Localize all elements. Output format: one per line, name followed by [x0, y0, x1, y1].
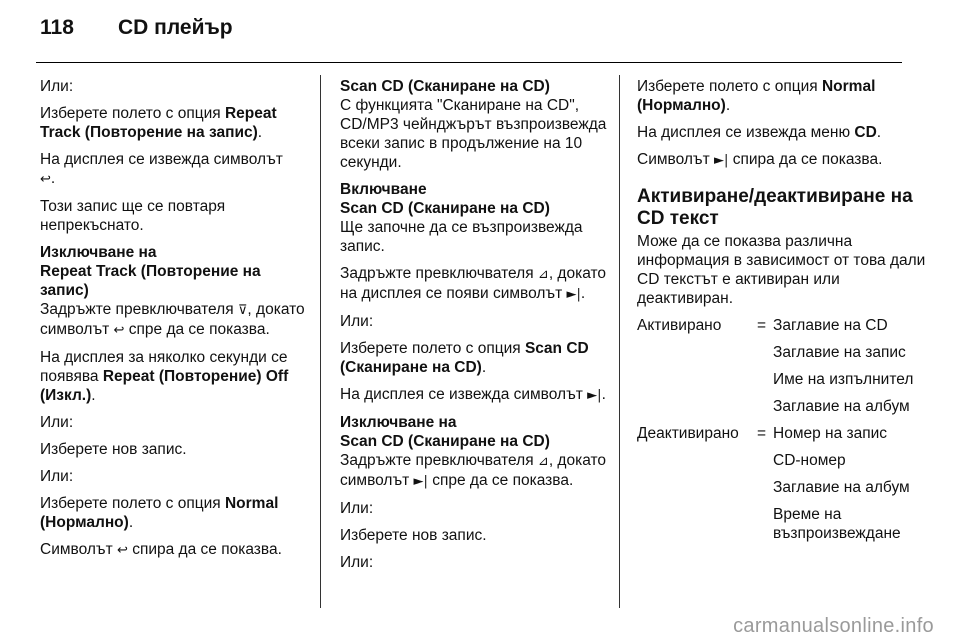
equals-sign: =	[757, 425, 767, 442]
option-name: Scan CD (Сканиране на CD)	[340, 340, 589, 376]
paragraph	[340, 264, 608, 304]
paragraph: Или:	[340, 313, 374, 330]
text: Задръжте превключвателя	[40, 301, 238, 318]
paragraph: Или:	[40, 468, 74, 485]
text: , докато символът	[340, 452, 607, 489]
repeat-icon: ↩︎	[113, 323, 125, 338]
text: .	[725, 97, 731, 114]
column-2	[340, 77, 608, 580]
definition-term: Деактивирано	[637, 425, 739, 442]
text: Изберете полето с опция	[40, 105, 225, 122]
option-name: Repeat (Повторение) Off (Изкл.)	[40, 368, 289, 404]
option-name: Normal (Нормално)	[40, 495, 279, 531]
heading-line: Изключване на	[340, 414, 457, 431]
text: Задръжте превключвателя	[340, 265, 538, 282]
text: .	[876, 124, 882, 141]
paragraph	[40, 494, 312, 532]
paragraph: Изберете нов запис.	[40, 441, 187, 458]
paragraph: С функцията "Сканиране на CD", CD/MP3 чейнджърът възпроизвежда всеки запис в продължение на 10 секунди.	[340, 97, 607, 171]
paragraph	[40, 348, 312, 405]
definition-value: Номер на запис	[773, 425, 888, 442]
section-heading: Scan CD (Сканиране на CD)	[340, 78, 550, 95]
text: .	[580, 285, 586, 302]
paragraph	[40, 104, 312, 142]
scan-icon: ►|	[714, 153, 729, 168]
repeat-icon: ↩︎	[117, 543, 128, 558]
paragraph	[40, 300, 312, 340]
text: .	[128, 514, 134, 531]
definition-value: Заглавие на албум	[773, 479, 910, 496]
text: Символът	[637, 151, 714, 168]
repeat-icon: ↩︎	[40, 172, 51, 187]
column-1	[40, 77, 312, 568]
switch-up-icon: ⊿	[537, 454, 549, 469]
paragraph: Или:	[340, 500, 374, 517]
text: .	[91, 387, 96, 404]
paragraph	[40, 150, 312, 189]
text: На дисплея се извежда символът	[40, 151, 283, 168]
column-divider-2	[619, 75, 620, 608]
heading-line: Изключване на	[40, 244, 157, 261]
heading-line: Scan CD (Сканиране на CD)	[340, 433, 550, 450]
definition-value: Заглавие на CD	[773, 317, 888, 334]
watermark: carmanualsonline.info	[733, 615, 934, 637]
text: Символът	[40, 541, 117, 558]
text: Изберете полето с опция	[340, 340, 525, 357]
paragraph: Или:	[40, 414, 74, 431]
column-3	[637, 77, 927, 551]
paragraph: Изберете нов запис.	[340, 527, 487, 544]
definition-values	[773, 424, 923, 551]
paragraph	[340, 385, 608, 405]
definition-value: Заглавие на албум	[773, 398, 910, 415]
text: спира да се показва.	[127, 541, 282, 558]
heading-line: Repeat Track (Повторение на запис)	[40, 263, 261, 299]
section-heading	[340, 413, 608, 451]
scan-icon: ►|	[587, 388, 602, 403]
definition-row	[637, 316, 927, 424]
text: спира да се показва.	[728, 151, 883, 168]
text: Изберете полето с опция	[637, 78, 822, 95]
definition-value: Заглавие на запис	[773, 344, 906, 361]
section-heading	[40, 243, 312, 300]
page-number: 118	[40, 16, 74, 39]
paragraph	[637, 77, 927, 115]
option-name: Normal (Нормално)	[637, 78, 876, 114]
option-name: Repeat Track (Повторение на запис)	[40, 105, 277, 141]
heading-line: Включване	[340, 181, 427, 198]
definition-value: Име на изпълнител	[773, 371, 914, 388]
text: спре да се показва.	[427, 472, 574, 489]
definition-values	[773, 316, 923, 424]
paragraph: Ще започне да се възпроизвежда запис.	[340, 219, 583, 255]
heading-line: Scan CD (Сканиране на CD)	[340, 200, 550, 217]
paragraph: Или:	[340, 554, 374, 571]
definition-term: Активирано	[637, 317, 722, 334]
definition-value: Време на възпроизвеждане	[773, 506, 901, 542]
menu-name: CD	[854, 124, 877, 141]
text: .	[481, 359, 487, 376]
text: , докато символът	[40, 301, 305, 338]
paragraph	[340, 339, 608, 377]
equals-sign: =	[757, 317, 767, 334]
text: .	[50, 170, 56, 187]
paragraph	[637, 150, 927, 170]
text: спре да се показва.	[124, 321, 270, 338]
switch-down-icon: ⊽	[237, 303, 248, 318]
text: , докато на дисплея се появи символът	[340, 265, 607, 302]
section-heading	[340, 180, 608, 218]
definition-value: CD-номер	[773, 452, 846, 469]
paragraph	[340, 451, 608, 491]
text: Изберете полето с опция	[40, 495, 225, 512]
definition-table	[637, 316, 927, 551]
paragraph: Този запис ще се повтаря непрекъснато.	[40, 198, 226, 234]
text: На дисплея се извежда меню	[637, 124, 855, 141]
switch-up-icon: ⊿	[537, 267, 549, 282]
text: .	[257, 124, 263, 141]
paragraph	[40, 540, 312, 560]
text: На дисплея за няколко секунди се появява	[40, 349, 288, 385]
paragraph	[637, 123, 927, 142]
definition-row	[637, 424, 927, 551]
text: На дисплея се извежда символът	[340, 386, 588, 403]
section-heading: Активиране/деактивиране на CD текст	[637, 186, 913, 229]
header-rule	[36, 62, 902, 63]
text: Задръжте превключвателя	[340, 452, 538, 469]
page-title: CD плейър	[118, 16, 233, 39]
scan-icon: ►|	[413, 474, 428, 489]
text: .	[601, 386, 606, 403]
paragraph: Или:	[40, 78, 74, 95]
paragraph: Може да се показва различна информация в зависимост от това дали CD текстът е активиран или деактивиран.	[637, 233, 926, 307]
column-divider-1	[320, 75, 321, 608]
scan-icon: ►|	[566, 287, 581, 302]
